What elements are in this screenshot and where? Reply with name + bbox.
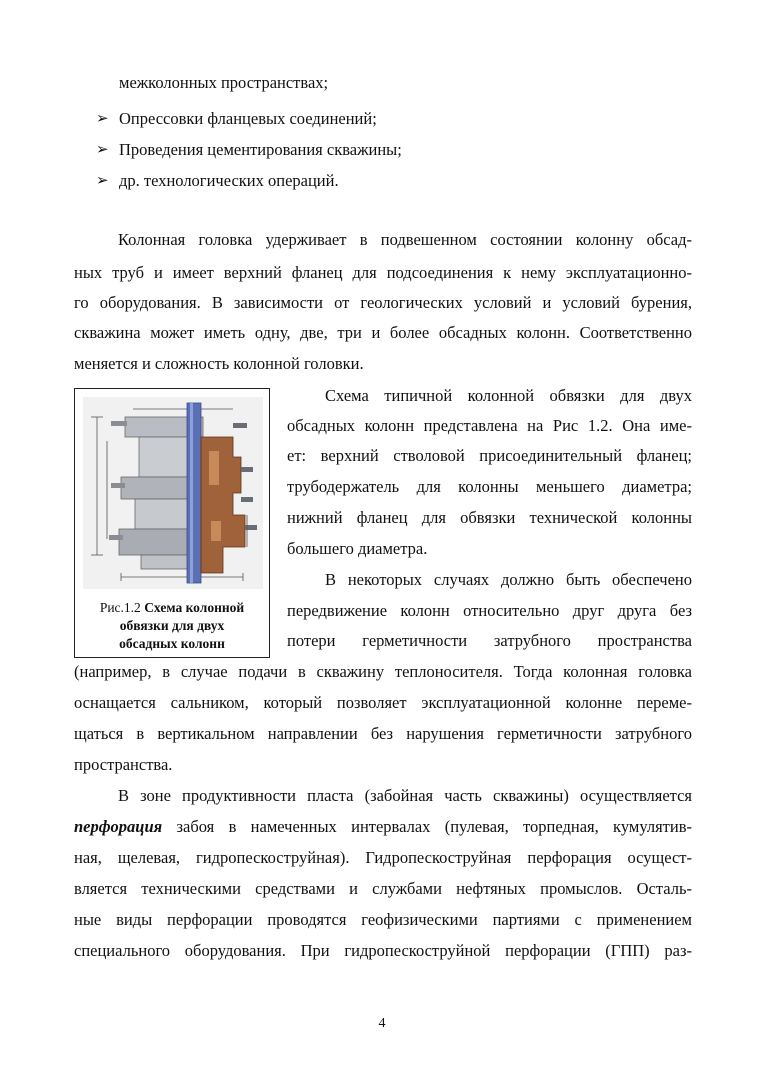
paragraph-line: Схема типичной колонной обвязки для двух bbox=[325, 386, 692, 405]
bullet-arrow-icon: ➢ bbox=[96, 173, 109, 189]
figure-caption bbox=[79, 599, 265, 653]
paragraph-line: специального оборудования. При гидропескоструйной перфорации (ГПП) раз- bbox=[74, 941, 692, 960]
bullet-arrow-icon: ➢ bbox=[96, 111, 109, 127]
paragraph-line-rest: забоя в намеченных интервалах (пулевая, торпедная, кумулятив- bbox=[162, 817, 692, 836]
caption-title-1: Схема колонной bbox=[144, 600, 245, 615]
paragraph-line: нижний фланец для обвязки технической колонны bbox=[287, 508, 692, 527]
caption-prefix: Рис.1.2 bbox=[99, 600, 145, 615]
paragraph-line: обсадных колонн представлена на Рис 1.2. Она име- bbox=[287, 416, 692, 435]
paragraph-line: оснащается сальником, который позволяет эксплуатационной колонне переме- bbox=[74, 693, 692, 712]
paragraph-line: го оборудования. В зависимости от геологических условий и условий бурения, bbox=[74, 293, 692, 312]
paragraph-line: (например, в случае подачи в скважину теплоносителя. Тогда колонная головка bbox=[74, 662, 692, 681]
page-number: 4 bbox=[378, 1016, 386, 1031]
paragraph-line: Колонная головка удерживает в подвешенном состоянии колонну обсад- bbox=[118, 230, 692, 249]
paragraph-line: В зоне продуктивности пласта (забойная часть скважины) осуществляется bbox=[118, 786, 692, 805]
figure-frame bbox=[74, 388, 270, 658]
list-item: Опрессовки фланцевых соединений; bbox=[119, 109, 377, 128]
paragraph-line: передвижение колонн относительно друг друга без bbox=[287, 601, 692, 620]
paragraph-line: ная, щелевая, гидропескоструйная). Гидропескоструйная перфорация осущест- bbox=[74, 848, 692, 867]
bullet-arrow-icon: ➢ bbox=[96, 142, 109, 158]
paragraph-line: меняется и сложность колонной головки. bbox=[74, 354, 364, 373]
paragraph-line: пространства. bbox=[74, 755, 173, 774]
paragraph-line: В некоторых случаях должно быть обеспечено bbox=[325, 570, 692, 589]
list-item: др. технологических операций. bbox=[119, 171, 339, 190]
caption-title-3: обсадных колонн bbox=[119, 636, 225, 651]
list-item: Проведения цементирования скважины; bbox=[119, 140, 402, 159]
paragraph-line: скважина может иметь одну, две, три и более обсадных колонн. Соответственно bbox=[74, 323, 692, 342]
paragraph-line: ные виды перфорации проводятся геофизическими партиями с применением bbox=[74, 910, 692, 929]
caption-title-2: обвязки для двух bbox=[119, 618, 225, 633]
paragraph-line: щаться в вертикальном направлении без нарушения герметичности затрубного bbox=[74, 724, 692, 743]
paragraph-line: ных труб и имеет верхний фланец для подсоединения к нему эксплуатационно- bbox=[74, 263, 692, 282]
paragraph-line bbox=[74, 817, 692, 837]
list-continuation: межколонных пространствах; bbox=[119, 73, 329, 92]
paragraph-line: большего диаметра. bbox=[287, 539, 428, 558]
paragraph-line: ет: верхний стволовой присоединительный фланец; bbox=[287, 446, 692, 465]
paragraph-line: потери герметичности затрубного пространства bbox=[287, 631, 692, 650]
paragraph-line: трубодержатель для колонны меньшего диаметра; bbox=[287, 477, 692, 496]
paragraph-line: вляется техническими средствами и службами нефтяных промыслов. Осталь- bbox=[74, 879, 692, 898]
term-perforation: перфорация bbox=[74, 817, 163, 836]
casing-head-diagram bbox=[83, 397, 263, 589]
